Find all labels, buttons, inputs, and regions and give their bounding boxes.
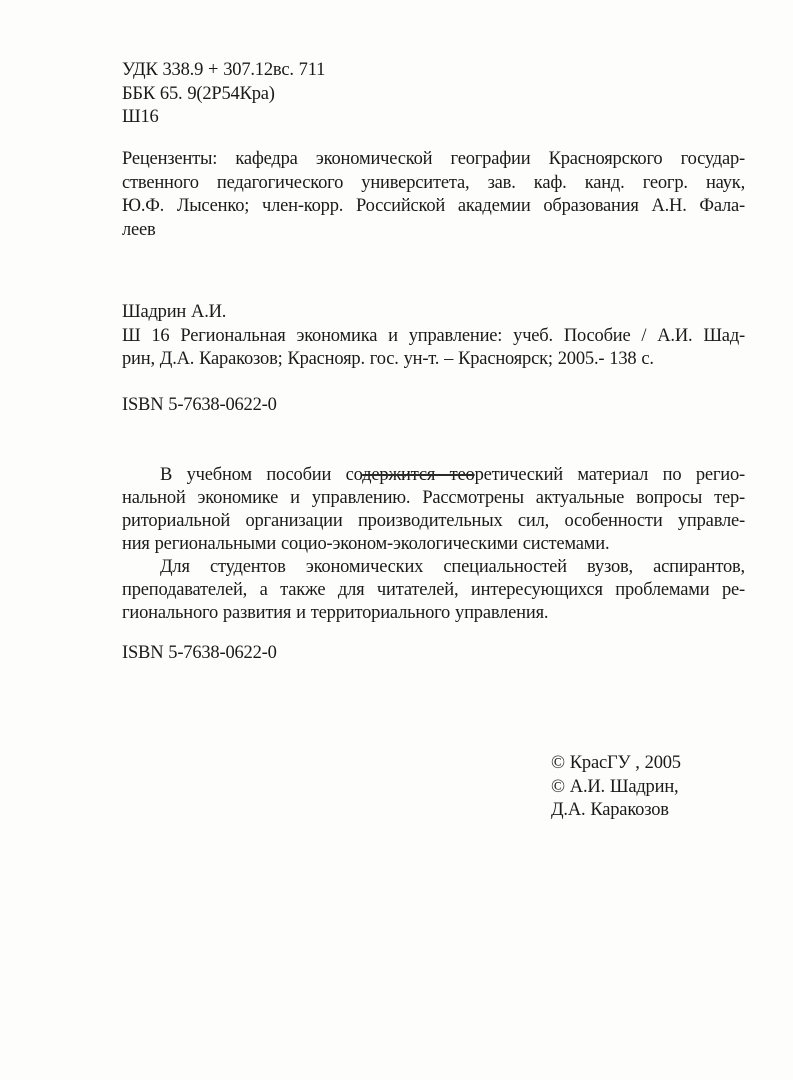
copyright-line: Д.А. Каракозов — [551, 800, 669, 820]
annotation-line: преподавателей, а также для читателей, интересующихся проблемами ре- — [122, 580, 745, 600]
annotation-line: Для студентов экономических специальностей вузов, аспирантов, — [160, 557, 745, 577]
biblio-line: рин, Д.А. Каракозов; Краснояр. гос. ун-т. – Красноярск; 2005.- 138 с. — [122, 349, 654, 369]
copyright-line: © А.И. Шадрин, — [551, 776, 679, 797]
isbn-line: ISBN 5-7638-0622-0 — [122, 395, 277, 415]
annotation-line: гионального развития и территориального управления. — [122, 603, 549, 623]
annotation-line: нальной экономике и управлению. Рассмотрены актуальные вопросы тер- — [122, 488, 745, 508]
bbk-number: ББК 65. 9(2Р54Кра) — [122, 83, 275, 104]
isbn-number-bottom — [122, 642, 745, 666]
annotation-line — [122, 464, 745, 487]
bibliographic-entry — [122, 301, 745, 372]
reviewers-line: Ю.Ф. Лысенко; член-корр. Российской академии образования А.Н. Фала- — [122, 196, 745, 216]
annotation-line: риториальной организации производительных сил, особенности управле- — [122, 511, 745, 531]
udk-number: УДК 338.9 + 307.12вс. 711 — [122, 60, 326, 80]
copyright-block — [551, 752, 781, 823]
isbn-number-top — [122, 394, 745, 418]
copyright-line: © КрасГУ , 2005 — [551, 753, 681, 773]
annotation-line1-pre: В учебном пособии со — [160, 465, 363, 485]
biblio-author: Шадрин А.И. — [122, 302, 227, 322]
annotation-line1-struck-artifact: держится тео — [362, 465, 475, 485]
reviewers-line: ственного педагогического университета, зав. каф. канд. геогр. наук, — [122, 172, 745, 193]
reviewers-paragraph — [122, 148, 745, 242]
biblio-line: Ш 16 Региональная экономика и управление: учеб. Пособие / А.И. Шад- — [122, 325, 745, 346]
reviewers-line: леев — [122, 219, 156, 240]
annotation-line1-post: ретический материал по регио- — [474, 465, 745, 485]
annotation-line: ния региональными социо-эконом-экологическими системами. — [122, 534, 610, 554]
classification-block — [122, 59, 745, 130]
author-sign-code: Ш16 — [122, 107, 159, 127]
reviewers-line: Рецензенты: кафедра экономической географии Красноярского государ- — [122, 149, 745, 169]
annotation-paragraphs — [122, 464, 745, 625]
isbn-line: ISBN 5-7638-0622-0 — [122, 643, 277, 663]
